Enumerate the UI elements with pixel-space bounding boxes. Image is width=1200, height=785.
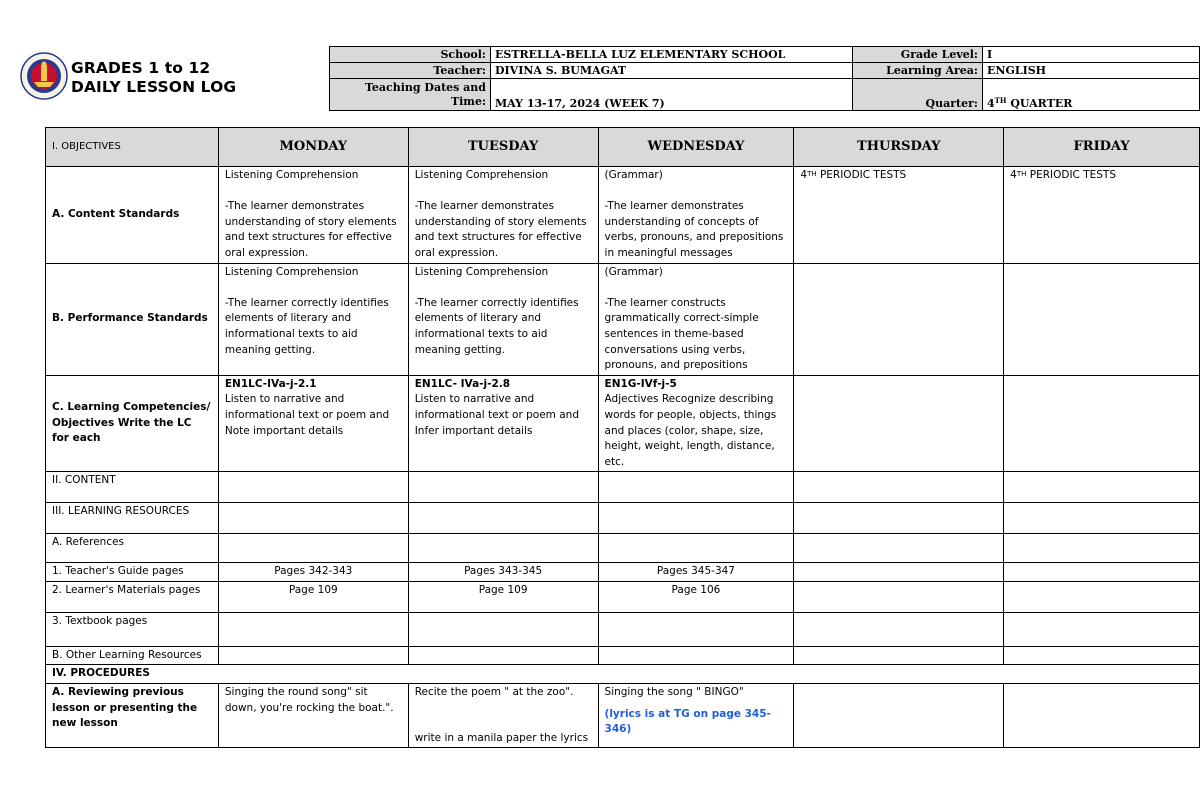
competencies-row [46, 375, 1200, 472]
learners-materials-thursday [794, 581, 1004, 612]
grade-level-value: I [983, 47, 1200, 63]
day-header-thursday: THURSDAY [794, 128, 1004, 167]
day-header-friday: FRIDAY [1004, 128, 1200, 167]
learners-materials-row [46, 581, 1200, 612]
reviewing-wednesday-line-1: Singing the song " BINGO" [604, 686, 744, 699]
performance-standards-thursday [794, 263, 1004, 375]
performance-standards-friday [1004, 263, 1200, 375]
quarter-label: Quarter: [853, 79, 983, 111]
competencies-label: C. Learning Competencies/ Objectives Write the LC for each [46, 375, 219, 472]
learning-area-label: Learning Area: [853, 63, 983, 79]
references-label: A. References [46, 534, 219, 563]
objectives-heading: I. OBJECTIVES [46, 128, 219, 167]
learning-resources-wednesday [598, 503, 794, 534]
content-standards-wednesday: (Grammar) -The learner demonstrates understanding of concepts of verbs, pronouns, and prepositions in meaningful messages [598, 167, 794, 264]
learning-resources-row [46, 503, 1200, 534]
school-info-table [329, 46, 1200, 111]
reviewing-tuesday [408, 684, 598, 748]
competencies-friday [1004, 375, 1200, 472]
other-resources-wednesday [598, 646, 794, 665]
content-monday [218, 472, 408, 503]
references-wednesday [598, 534, 794, 563]
competency-text-tuesday: Listen to narrative and informational text or poem and Infer important details [414, 393, 580, 437]
reviewing-wednesday [598, 684, 794, 748]
reviewing-friday [1004, 684, 1200, 748]
reviewing-monday: Singing the round song" sit down, you're rocking the boat.". [218, 684, 408, 748]
school-label: School: [330, 47, 491, 63]
content-standards-row [46, 167, 1200, 264]
textbook-label: 3. Textbook pages [46, 612, 219, 646]
other-resources-monday [218, 646, 408, 665]
references-thursday [794, 534, 1004, 563]
school-value: ESTRELLA-BELLA LUZ ELEMENTARY SCHOOL [491, 47, 853, 63]
other-resources-tuesday [408, 646, 598, 665]
competencies-wednesday [598, 375, 794, 472]
learners-materials-tuesday: Page 109 [408, 581, 598, 612]
teachers-guide-monday: Pages 342-343 [218, 563, 408, 582]
performance-standards-monday: Listening Comprehension -The learner correctly identifies elements of literary and informational texts to aid meaning getting. [218, 263, 408, 375]
textbook-wednesday [598, 612, 794, 646]
procedures-row [46, 665, 1200, 684]
friday-test-text: PERIODIC TESTS [1026, 169, 1117, 181]
reviewing-label: A. Reviewing previous lesson or presenting the new lesson [46, 684, 219, 748]
teacher-value: DIVINA S. BUMAGAT [491, 63, 853, 79]
textbook-friday [1004, 612, 1200, 646]
teaching-dates-label-line-1: Teaching Dates and [364, 81, 486, 94]
lesson-log-table [45, 127, 1200, 748]
reviewing-thursday [794, 684, 1004, 748]
content-standards-label: A. Content Standards [46, 167, 219, 264]
reviewing-row [46, 684, 1200, 748]
teachers-guide-thursday [794, 563, 1004, 582]
heading-line-2: DAILY LESSON LOG [71, 78, 237, 96]
heading-line-1: GRADES 1 to 12 [71, 59, 211, 77]
content-wednesday [598, 472, 794, 503]
textbook-monday [218, 612, 408, 646]
teaching-dates-value: MAY 13-17, 2024 (WEEK 7) [491, 79, 853, 111]
content-row [46, 472, 1200, 503]
quarter-suffix: TH [994, 96, 1007, 105]
learning-resources-thursday [794, 503, 1004, 534]
content-label: II. CONTENT [46, 472, 219, 503]
grade-level-label: Grade Level: [853, 47, 983, 63]
learners-materials-friday [1004, 581, 1200, 612]
content-tuesday [408, 472, 598, 503]
content-standards-thursday [794, 167, 1004, 264]
quarter-text: QUARTER [1006, 97, 1073, 110]
textbook-row [46, 612, 1200, 646]
thursday-test-suffix: TH [807, 170, 817, 178]
friday-test-number: 4 [1010, 169, 1017, 181]
competencies-monday [218, 375, 408, 472]
spacer [415, 701, 592, 715]
learning-resources-tuesday [408, 503, 598, 534]
teaching-dates-label-line-2: Time: [450, 95, 486, 108]
teachers-guide-friday [1004, 563, 1200, 582]
performance-standards-label: B. Performance Standards [46, 263, 219, 375]
friday-test-suffix: TH [1016, 170, 1027, 178]
learning-resources-friday [1004, 503, 1200, 534]
references-monday [218, 534, 408, 563]
learning-resources-monday [218, 503, 408, 534]
days-header-row [46, 128, 1200, 167]
performance-standards-tuesday: Listening Comprehension -The learner correctly identifies elements of literary and informational texts to aid meaning getting. [408, 263, 598, 375]
competencies-thursday [794, 375, 1004, 472]
textbook-tuesday [408, 612, 598, 646]
content-friday [1004, 472, 1200, 503]
teachers-guide-row [46, 563, 1200, 582]
performance-standards-wednesday: (Grammar) -The learner constructs grammatically correct-simple sentences in theme-based conversations using verbs, pronouns, and prepositions [598, 263, 794, 375]
reviewing-wednesday-lyrics-note: (lyrics is at TG on page 345-346) [604, 707, 771, 736]
learners-materials-label: 2. Learner's Materials pages [46, 581, 219, 612]
page-heading [71, 59, 236, 97]
teaching-dates-label [330, 79, 491, 111]
deped-seal-icon [20, 52, 68, 100]
references-friday [1004, 534, 1200, 563]
procedures-label: IV. PROCEDURES [46, 665, 1200, 684]
day-header-monday: MONDAY [218, 128, 408, 167]
teachers-guide-tuesday: Pages 343-345 [408, 563, 598, 582]
content-standards-monday: Listening Comprehension -The learner demonstrates understanding of story elements and text structures for effective oral expression. [218, 167, 408, 264]
thursday-test-number: 4 [800, 169, 808, 181]
thursday-test-text: PERIODIC TESTS [816, 169, 907, 181]
other-resources-thursday [794, 646, 1004, 665]
content-standards-tuesday: Listening Comprehension -The learner demonstrates understanding of story elements and text structures for effective oral expression. [408, 167, 598, 264]
teachers-guide-label: 1. Teacher's Guide pages [46, 563, 219, 582]
other-resources-label: B. Other Learning Resources [46, 646, 219, 665]
competencies-tuesday [408, 375, 598, 472]
other-resources-friday [1004, 646, 1200, 665]
competency-code-monday: EN1LC-IVa-j-2.1 [224, 377, 317, 390]
quarter-value [983, 79, 1200, 111]
competency-code-wednesday: EN1G-IVf-j-5 [604, 377, 677, 390]
learners-materials-wednesday: Page 106 [598, 581, 794, 612]
teacher-label: Teacher: [330, 63, 491, 79]
quarter-number: 4 [987, 97, 995, 110]
learners-materials-monday: Page 109 [218, 581, 408, 612]
textbook-thursday [794, 612, 1004, 646]
content-thursday [794, 472, 1004, 503]
teachers-guide-wednesday: Pages 345-347 [598, 563, 794, 582]
competency-text-wednesday: Adjectives Recognize describing words for people, objects, things and places (color, shape, size, height, weight, length, distance, etc. [604, 393, 777, 468]
reviewing-tuesday-line-2: write in a manila paper the lyrics [414, 731, 589, 744]
references-row [46, 534, 1200, 563]
competency-code-tuesday: EN1LC- IVa-j-2.8 [414, 377, 511, 390]
learning-area-value: ENGLISH [983, 63, 1200, 79]
reviewing-tuesday-line-1: Recite the poem " at the zoo". [414, 686, 574, 699]
other-resources-row [46, 646, 1200, 665]
day-header-tuesday: TUESDAY [408, 128, 598, 167]
competency-text-monday: Listen to narrative and informational text or poem and Note important details [224, 393, 390, 437]
learning-resources-label: III. LEARNING RESOURCES [46, 503, 219, 534]
references-tuesday [408, 534, 598, 563]
content-standards-friday [1004, 167, 1200, 264]
performance-standards-row [46, 263, 1200, 375]
day-header-wednesday: WEDNESDAY [598, 128, 794, 167]
